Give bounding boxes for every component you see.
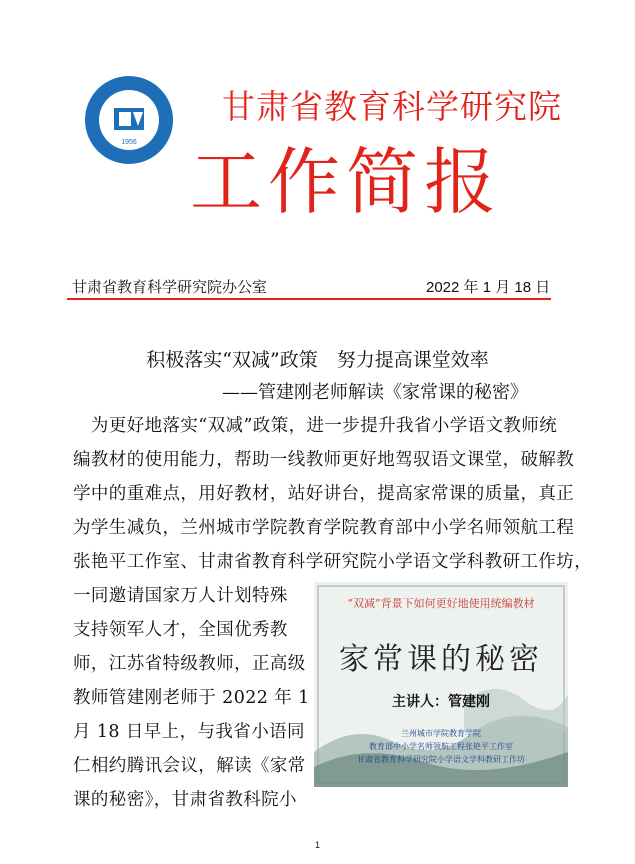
page-number: 1: [314, 840, 320, 850]
body-line: 仁相约腾讯会议，解读《家常: [73, 756, 306, 776]
poster-main-title: 家常课的秘密: [339, 642, 543, 677]
body-line: 一同邀请国家万人计划特殊: [73, 586, 288, 606]
poster-speaker: 主讲人：管建刚: [392, 694, 490, 710]
issuer: 甘肃省教育科学研究院办公室: [72, 278, 268, 296]
body-line: 为更好地落实“双减”政策，进一步提升我省小学语文教师统: [73, 416, 558, 436]
article-subtitle: ——管建刚老师解读《家常课的秘密》: [222, 382, 528, 403]
body-line: 编教材的使用能力，帮助一线教师更好地驾驭语文课堂，破解教: [73, 450, 575, 470]
institution-name: 甘肃省教育科学研究院: [222, 87, 562, 126]
body-line: 张艳平工作室、甘肃省教育科学研究院小学语文学科教研工作坊，: [73, 552, 593, 572]
logo-year: 1956: [121, 139, 137, 146]
body-line: 为学生减负，兰州城市学院教育学院教育部中小学名师领航工程: [73, 518, 575, 538]
body-line: 课的秘密》，甘肃省教科院小: [73, 790, 297, 810]
body-line: 支持领军人才，全国优秀教: [73, 620, 288, 640]
issue-date: 2022 年 1 月 18 日: [426, 279, 551, 296]
poster-top-line: “双减”背景下如何更好地使用统编教材: [347, 597, 535, 610]
body-line: 教师管建刚老师于 2022 年 1: [73, 688, 310, 708]
poster-org-line: 甘肃省教育科学研究院小学语文学科教研工作坊: [357, 755, 525, 764]
body-line: 学中的重难点，用好教材，站好讲台，提高家常课的质量，真正: [73, 484, 575, 504]
header-rule: [67, 298, 551, 300]
poster-org-line: 兰州城市学院教育学院: [401, 729, 481, 738]
article-title: 积极落实“双减”政策 努力提高课堂效率: [146, 349, 489, 371]
institute-logo: [83, 74, 175, 166]
poster-org-line: 教育部中小学名师领航工程张艳平工作室: [369, 742, 513, 751]
lecture-poster-image: [314, 582, 568, 787]
bulletin-title: 工作简报: [190, 140, 503, 224]
body-line: 师，江苏省特级教师，正高级: [73, 654, 306, 674]
body-line: 月 18 日早上，与我省小语同: [73, 722, 305, 742]
